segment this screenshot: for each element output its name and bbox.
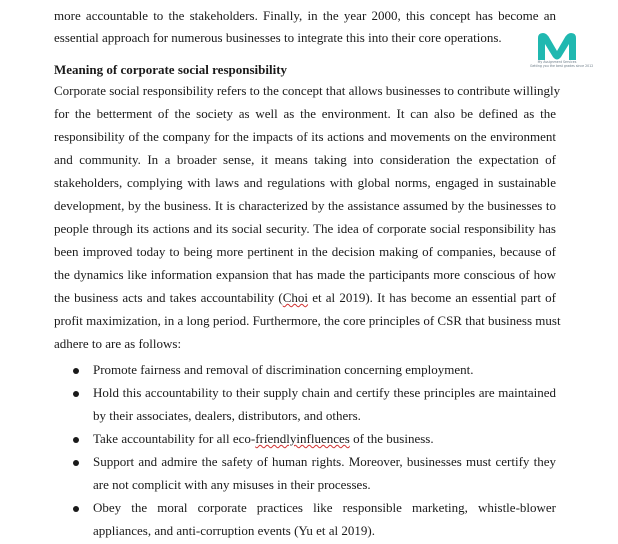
logo-brand-name: My Assignment Services: [537, 60, 577, 64]
logo-tagline: Getting you the best grades since 2012: [530, 64, 594, 68]
bullet-dot-icon: [73, 368, 79, 374]
bullet-3-text-before: Take accountability for all eco-: [93, 431, 256, 446]
citation-author: Choi: [282, 290, 309, 305]
section-heading: Meaning of corporate social responsibility: [54, 62, 288, 77]
bullet-item-4-line-1: Support and admire the safety of human rights. Moreover, businesses must certify they: [93, 454, 556, 469]
paragraph-line: Corporate social responsibility refers to the concept that allows businesses to contribute willingly: [54, 83, 561, 98]
paragraph-line: development, by the business. It is characterized by the assistance assumed by the businesses to: [54, 198, 556, 213]
intro-line-1: more accountable to the stakeholders. Finally, in the year 2000, this concept has become an: [54, 8, 556, 23]
bullet-item-5-line-2: appliances, and anti-corruption events (Yu et al 2019).: [93, 523, 375, 538]
bullet-item-2-line-1: Hold this accountability to their supply chain and certify these principles are maintained: [93, 385, 556, 400]
paragraph-line: the dynamics like information expansion that has made the participants more conscious of how: [54, 267, 556, 282]
bullet-dot-icon: [73, 460, 79, 466]
citation-text-before: the business acts and takes accountability (: [54, 290, 283, 305]
bullet-dot-icon: [73, 437, 79, 443]
citation-text-after: et al 2019). It has become an essential part of: [308, 290, 557, 305]
paragraph-line: and community. In a broader sense, it means taking into consideration the expectation of: [54, 152, 556, 167]
bullet-dot-icon: [73, 391, 79, 397]
paragraph-citation-line: [54, 290, 556, 306]
bullet-3-flagged-word: friendlyinfluences: [255, 431, 350, 446]
paragraph-line: stakeholders, complying with laws and regulations with global norms, engaged in sustainable: [54, 175, 556, 190]
paragraph-line: responsibility of the company for the impacts of its actions and movements on the environment: [54, 129, 556, 144]
bullet-3-text-after: of the business.: [349, 431, 434, 446]
intro-line-2: essential approach for numerous businesses to integrate this into their core operations.: [54, 30, 502, 45]
bullet-item-5-line-1: Obey the moral corporate practices like responsible marketing, whistle-blower: [93, 500, 556, 515]
paragraph-line: people through its actions and its social security. The idea of corporate social responsibility has: [54, 221, 556, 236]
bullet-item-3: [93, 431, 556, 447]
paragraph-line: for the betterment of the society as well as the environment. It can also be defined as the: [54, 106, 556, 121]
bullet-dot-icon: [73, 506, 79, 512]
bullet-item-1: Promote fairness and removal of discrimination concerning employment.: [93, 362, 474, 377]
paragraph-line: profit maximization, in a long period. Furthermore, the core principles of CSR that business must: [54, 313, 561, 328]
brand-logo-icon: [532, 30, 582, 64]
paragraph-line: been improved today to being more pertinent in the decision making of companies, because of: [54, 244, 556, 259]
bullet-item-4-line-2: are not complicit with any misuses in their processes.: [93, 477, 371, 492]
paragraph-line: adhere to are as follows:: [54, 336, 182, 351]
bullet-item-2-line-2: by their associates, dealers, distributors, and others.: [93, 408, 361, 423]
